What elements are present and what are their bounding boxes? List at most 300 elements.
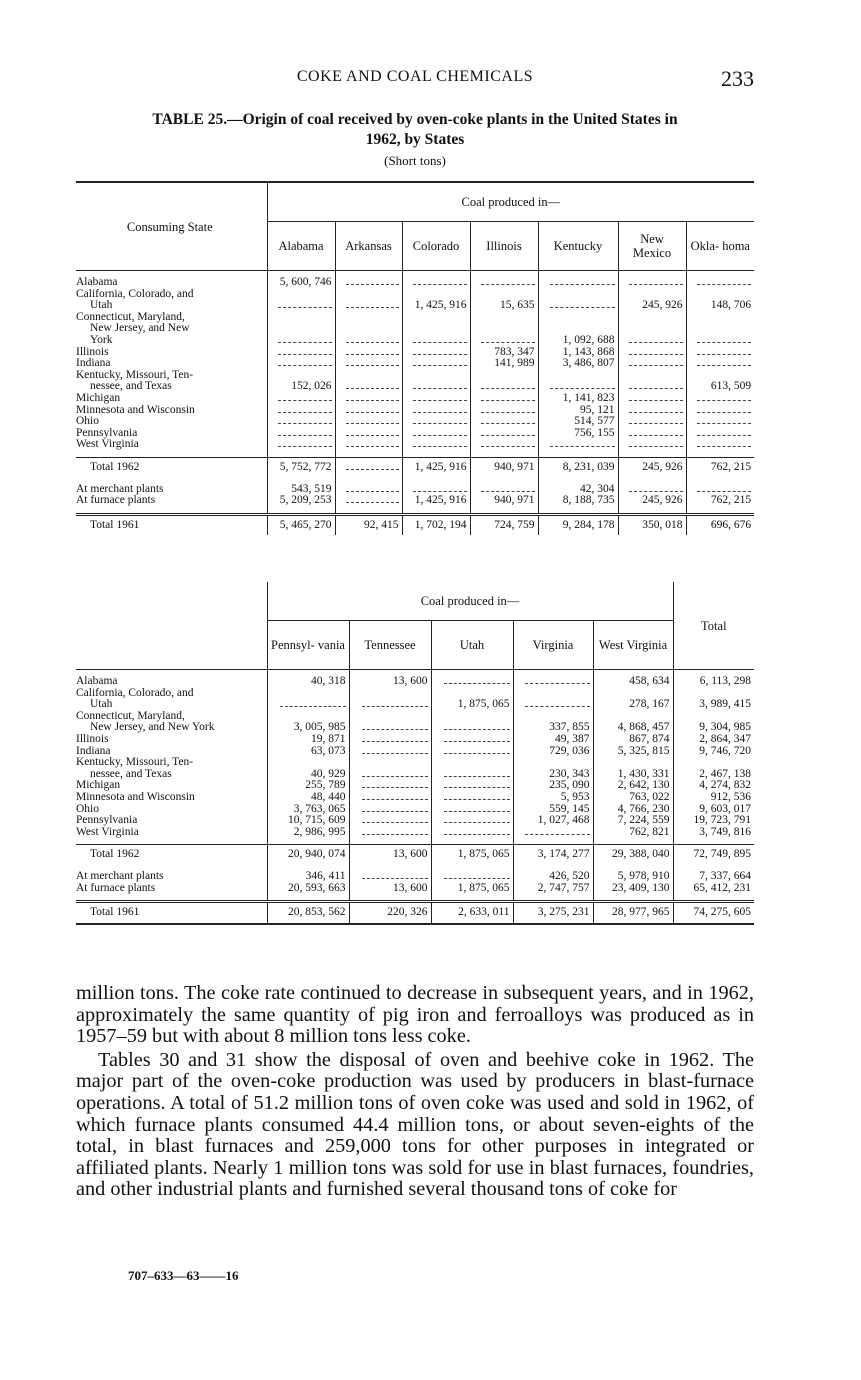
value-cell: 15, 635 <box>470 300 538 312</box>
value-cell <box>349 769 431 781</box>
page-header <box>76 66 754 90</box>
running-title: COKE AND COAL CHEMICALS <box>296 68 534 85</box>
value-cell: 1, 143, 868 <box>538 347 618 359</box>
value-cell <box>402 428 470 440</box>
row-label: Alabama <box>76 277 267 289</box>
table-row <box>76 757 754 769</box>
value-cell <box>267 416 335 428</box>
value-cell: 724, 759 <box>470 514 538 535</box>
row-label: Illinois <box>76 347 267 359</box>
value-cell: 19, 723, 791 <box>693 814 752 827</box>
dash-leader <box>550 439 614 447</box>
empty-cell <box>267 757 349 769</box>
value-cell: 220, 326 <box>349 902 431 924</box>
row-label: California, Colorado, and <box>76 688 267 700</box>
value-cell: 912, 536 <box>710 790 752 803</box>
value-cell <box>431 871 513 883</box>
empty-cell <box>513 757 593 769</box>
value-cell: 5, 209, 253 <box>267 495 335 507</box>
value-cell: 3, 763, 065 <box>267 804 349 816</box>
dash-leader <box>629 277 683 285</box>
value-cell: 1, 875, 065 <box>431 883 513 895</box>
empty-cell <box>349 757 431 769</box>
dash-leader <box>346 495 399 503</box>
dash-leader <box>278 393 332 401</box>
value-cell: 1, 875, 065 <box>431 845 513 865</box>
value-cell: 9, 304, 985 <box>699 721 752 734</box>
dash-leader <box>362 769 428 777</box>
value-cell: 278, 167 <box>593 699 673 711</box>
dash-leader <box>697 428 751 436</box>
dash-leader <box>629 439 683 447</box>
value-cell: 28, 977, 965 <box>593 902 673 924</box>
furnace-row <box>76 883 754 895</box>
value-cell: 255, 789 <box>267 780 349 792</box>
value-cell <box>431 804 513 816</box>
dash-leader <box>697 347 751 355</box>
stub-header <box>76 582 267 670</box>
dash-leader <box>413 405 467 413</box>
dash-leader <box>362 871 428 879</box>
dash-leader <box>362 780 428 788</box>
value-cell: 3, 005, 985 <box>267 722 349 734</box>
row-label: At furnace plants <box>76 495 267 507</box>
row-label: Alabama <box>76 676 267 688</box>
table-row <box>76 335 754 347</box>
body-text <box>76 983 754 1201</box>
dash-leader <box>525 676 589 684</box>
row-label: Total 1962 <box>76 457 267 477</box>
value-cell <box>618 381 686 393</box>
value-cell: 4, 868, 457 <box>593 722 673 734</box>
table-row <box>76 815 754 827</box>
value-cell <box>402 393 470 405</box>
value-cell: 63, 073 <box>267 746 349 758</box>
value-cell: 10, 715, 609 <box>267 815 349 827</box>
value-cell <box>402 335 470 347</box>
value-cell: 2, 986, 995 <box>267 827 349 839</box>
column-header: Pennsyl- vania <box>267 621 349 670</box>
value-cell <box>402 277 470 289</box>
value-cell: 696, 676 <box>686 514 754 535</box>
value-cell <box>349 734 431 746</box>
value-cell <box>470 381 538 393</box>
empty-cell <box>593 757 673 769</box>
value-cell: 72, 749, 895 <box>673 845 754 865</box>
dash-leader <box>629 428 683 436</box>
dash-leader <box>362 815 428 823</box>
value-cell <box>349 871 431 883</box>
value-cell <box>349 804 431 816</box>
value-cell <box>431 746 513 758</box>
value-cell: 9, 603, 017 <box>699 802 752 815</box>
dash-leader <box>444 769 510 777</box>
value-cell <box>402 347 470 359</box>
value-cell <box>538 300 618 312</box>
dash-leader <box>444 827 510 835</box>
furnace-row <box>76 495 754 507</box>
row-label: Minnesota and Wisconsin <box>76 405 267 417</box>
dash-leader <box>413 416 467 424</box>
value-cell: 48, 440 <box>267 792 349 804</box>
empty-cell <box>673 757 754 769</box>
empty-cell <box>335 312 402 324</box>
value-cell <box>335 484 402 496</box>
value-cell <box>686 277 754 289</box>
dash-leader <box>280 699 346 707</box>
dash-leader <box>697 416 751 424</box>
value-cell: 514, 577 <box>538 416 618 428</box>
value-cell <box>470 428 538 440</box>
dash-leader <box>362 827 428 835</box>
dash-leader <box>346 439 399 447</box>
value-cell <box>335 416 402 428</box>
empty-cell <box>513 688 593 700</box>
dash-leader <box>550 300 614 308</box>
row-label: Utah <box>76 300 267 312</box>
table-row <box>76 734 754 746</box>
paragraph-2: Tables 30 and 31 show the disposal of oven and beehive coke in 1962. The major part of the oven-coke production was used by producers in blast-furnace operations. A total of 51.2 million tons of oven coke was used and sold in 1962, of which furnace plants consumed 44.4 million tons, or about seven-eights of the total, in blast furnaces and 259,000 tons for other purposes in integrated or affiliated plants. Nearly 1 million tons was sold for use in blast furnaces, foundries, and other industrial plants and furnished several thousand tons of coke for <box>76 1048 754 1201</box>
value-cell: 20, 853, 562 <box>267 902 349 924</box>
dash-leader <box>697 358 751 366</box>
empty-cell <box>402 312 470 324</box>
value-cell <box>349 699 431 711</box>
value-cell <box>538 439 618 451</box>
value-cell: 92, 415 <box>335 514 402 535</box>
value-cell: 1, 027, 468 <box>513 815 593 827</box>
table-row <box>76 676 754 688</box>
row-label: Minnesota and Wisconsin <box>76 792 267 804</box>
value-cell: 762, 215 <box>686 457 754 477</box>
value-cell <box>618 277 686 289</box>
dash-leader <box>362 804 428 812</box>
table-row <box>76 416 754 428</box>
value-cell <box>618 347 686 359</box>
merchant-row <box>76 871 754 883</box>
column-header: Virginia <box>513 621 593 670</box>
value-cell <box>513 699 593 711</box>
row-label: Illinois <box>76 734 267 746</box>
value-cell: 5, 600, 746 <box>267 277 335 289</box>
value-cell: 245, 926 <box>618 300 686 312</box>
table-units: (Short tons) <box>384 153 446 168</box>
value-cell: 559, 145 <box>513 804 593 816</box>
value-cell <box>335 393 402 405</box>
row-label: nessee, and Texas <box>76 381 267 393</box>
value-cell: 40, 318 <box>267 676 349 688</box>
dash-leader <box>481 439 535 447</box>
value-cell: 867, 874 <box>593 734 673 746</box>
row-label: New Jersey, and New <box>76 323 267 335</box>
dash-leader <box>444 815 510 823</box>
row-label: Ohio <box>76 804 267 816</box>
value-cell: 152, 026 <box>267 381 335 393</box>
value-cell <box>431 815 513 827</box>
value-cell: 5, 953 <box>513 792 593 804</box>
dash-leader <box>697 439 751 447</box>
value-cell: 23, 409, 130 <box>593 883 673 895</box>
value-cell: 1, 702, 194 <box>402 514 470 535</box>
value-cell: 5, 978, 910 <box>593 871 673 883</box>
value-cell <box>335 381 402 393</box>
value-cell: 2, 747, 757 <box>513 883 593 895</box>
dash-leader <box>362 699 428 707</box>
coal-origin-table-lower <box>76 582 754 925</box>
value-cell <box>686 439 754 451</box>
empty-cell <box>267 312 335 324</box>
value-cell: 756, 155 <box>538 428 618 440</box>
value-cell <box>513 676 593 688</box>
table-row <box>76 347 754 359</box>
value-cell: 426, 520 <box>513 871 593 883</box>
dash-leader <box>346 277 399 285</box>
row-label: At merchant plants <box>76 484 267 496</box>
empty-cell <box>470 370 538 382</box>
table-row <box>76 312 754 324</box>
value-cell <box>431 769 513 781</box>
dash-leader <box>697 335 751 343</box>
row-label: Michigan <box>76 393 267 405</box>
dash-leader <box>444 676 510 684</box>
spanner-header: Coal produced in— <box>267 182 754 222</box>
column-header: New Mexico <box>618 222 686 271</box>
dash-leader <box>278 428 332 436</box>
value-cell: 762, 215 <box>710 494 752 507</box>
dash-leader <box>481 277 535 285</box>
empty-cell <box>402 370 470 382</box>
table-row <box>76 405 754 417</box>
value-cell <box>267 439 335 451</box>
value-cell: 783, 347 <box>470 347 538 359</box>
empty-cell <box>618 370 686 382</box>
total1961-row <box>76 514 754 535</box>
dash-leader <box>629 335 683 343</box>
value-cell <box>686 405 754 417</box>
value-cell: 7, 337, 664 <box>699 869 752 882</box>
dash-leader <box>413 393 467 401</box>
row-label: Connecticut, Maryland, <box>76 312 267 324</box>
dash-leader <box>346 335 399 343</box>
value-cell: 42, 304 <box>538 484 618 496</box>
print-code: 707–633—63——16 <box>128 1268 239 1283</box>
value-cell: 245, 926 <box>618 495 686 507</box>
value-cell <box>686 358 754 370</box>
value-cell: 3, 486, 807 <box>538 358 618 370</box>
row-label: West Virginia <box>76 827 267 839</box>
dash-leader <box>278 335 332 343</box>
value-cell <box>402 416 470 428</box>
dash-leader <box>362 792 428 800</box>
empty-cell <box>335 370 402 382</box>
dash-leader <box>550 277 614 285</box>
value-cell: 337, 855 <box>513 722 593 734</box>
row-label: Kentucky, Missouri, Ten- <box>76 757 267 769</box>
value-cell <box>686 428 754 440</box>
empty-cell <box>267 688 349 700</box>
dash-leader <box>346 358 399 366</box>
value-cell <box>267 428 335 440</box>
value-cell: 5, 465, 270 <box>267 514 335 535</box>
value-cell <box>431 792 513 804</box>
value-cell <box>470 335 538 347</box>
total1961-row <box>76 902 754 924</box>
value-cell: 3, 174, 277 <box>513 845 593 865</box>
value-cell: 1, 425, 916 <box>402 457 470 477</box>
caption-line-1: TABLE 25.—Origin of coal received by oven-coke plants in the United States in <box>152 111 678 128</box>
value-cell <box>267 699 349 711</box>
dash-leader <box>413 439 467 447</box>
dash-leader <box>346 300 399 308</box>
empty-cell <box>267 323 335 335</box>
value-cell <box>335 277 402 289</box>
value-cell <box>402 439 470 451</box>
dash-leader <box>481 381 535 389</box>
dash-leader <box>413 358 467 366</box>
value-cell <box>335 358 402 370</box>
dash-leader <box>629 358 683 366</box>
dash-leader <box>481 416 535 424</box>
row-label: Indiana <box>76 358 267 370</box>
value-cell: 13, 600 <box>349 883 431 895</box>
total-column-header: Total <box>673 582 754 670</box>
dash-leader <box>697 277 751 285</box>
value-cell <box>402 405 470 417</box>
row-label: Connecticut, Maryland, <box>76 711 267 723</box>
value-cell <box>538 277 618 289</box>
column-header: Arkansas <box>335 222 402 271</box>
value-cell: 346, 411 <box>267 871 349 883</box>
value-cell: 458, 634 <box>593 676 673 688</box>
value-cell: 40, 929 <box>267 769 349 781</box>
dash-leader <box>346 428 399 436</box>
value-cell: 9, 746, 720 <box>699 744 752 757</box>
dash-leader <box>629 381 683 389</box>
empty-cell <box>402 323 470 335</box>
row-label: nessee, and Texas <box>76 769 267 781</box>
value-cell <box>267 335 335 347</box>
page-number: 233 <box>721 66 754 91</box>
value-cell: 2, 864, 347 <box>699 732 752 745</box>
empty-cell <box>538 312 618 324</box>
dash-leader <box>481 393 535 401</box>
value-cell <box>335 405 402 417</box>
value-cell: 6, 113, 298 <box>699 675 752 687</box>
table-row <box>76 300 754 312</box>
caption-line-2: 1962, by States <box>365 131 465 148</box>
value-cell <box>470 393 538 405</box>
value-cell: 5, 325, 815 <box>593 746 673 758</box>
dash-leader <box>346 393 399 401</box>
table-row <box>76 439 754 451</box>
table-caption <box>76 110 754 150</box>
value-cell: 1, 425, 916 <box>402 300 470 312</box>
empty-cell <box>618 323 686 335</box>
dash-leader <box>629 416 683 424</box>
value-cell: 49, 387 <box>513 734 593 746</box>
empty-cell <box>538 370 618 382</box>
value-cell <box>349 792 431 804</box>
empty-cell <box>349 711 431 723</box>
value-cell <box>618 358 686 370</box>
value-cell: 141, 989 <box>470 358 538 370</box>
row-label: California, Colorado, and <box>76 289 267 301</box>
table-row <box>76 827 754 839</box>
row-label: Utah <box>76 699 267 711</box>
value-cell <box>686 416 754 428</box>
column-header: Alabama <box>267 222 335 271</box>
value-cell: 13, 600 <box>349 845 431 865</box>
row-label: Pennsylvania <box>76 428 267 440</box>
dash-leader <box>481 405 535 413</box>
value-cell <box>335 347 402 359</box>
value-cell: 940, 971 <box>470 495 538 507</box>
value-cell: 95, 121 <box>538 405 618 417</box>
column-header: Okla- homa <box>686 222 754 271</box>
value-cell: 3, 275, 231 <box>513 902 593 924</box>
value-cell <box>267 393 335 405</box>
value-cell <box>470 405 538 417</box>
dash-leader <box>346 462 399 470</box>
dash-leader <box>444 746 510 754</box>
dash-leader <box>444 871 510 879</box>
table-row <box>76 358 754 370</box>
value-cell <box>267 347 335 359</box>
value-cell: 1, 875, 065 <box>431 699 513 711</box>
dash-leader <box>278 300 332 308</box>
column-header: Tennessee <box>349 621 431 670</box>
dash-leader <box>444 792 510 800</box>
empty-cell <box>538 289 618 301</box>
value-cell: 2, 642, 130 <box>593 780 673 792</box>
value-cell <box>686 335 754 347</box>
dash-leader <box>413 347 467 355</box>
dash-leader <box>481 484 535 492</box>
empty-cell <box>470 312 538 324</box>
row-label: York <box>76 335 267 347</box>
value-cell: 2, 633, 011 <box>431 902 513 924</box>
value-cell <box>431 722 513 734</box>
value-cell: 9, 284, 178 <box>538 514 618 535</box>
value-cell <box>335 439 402 451</box>
dash-leader <box>444 734 510 742</box>
row-label: Pennsylvania <box>76 815 267 827</box>
dash-leader <box>444 780 510 788</box>
value-cell <box>349 722 431 734</box>
value-cell <box>335 457 402 477</box>
header-row <box>76 582 754 621</box>
value-cell: 148, 706 <box>710 299 752 312</box>
table-row <box>76 428 754 440</box>
value-cell: 20, 940, 074 <box>267 845 349 865</box>
value-cell: 65, 412, 231 <box>693 881 752 894</box>
dash-leader <box>346 416 399 424</box>
dash-leader <box>481 428 535 436</box>
value-cell: 1, 425, 916 <box>402 495 470 507</box>
spacer-row <box>76 894 754 902</box>
table-row <box>76 323 754 335</box>
value-cell <box>335 428 402 440</box>
dash-leader <box>346 484 399 492</box>
value-cell <box>686 393 754 405</box>
empty-cell <box>335 289 402 301</box>
value-cell <box>618 416 686 428</box>
row-label: Kentucky, Missouri, Ten- <box>76 370 267 382</box>
row-label: Michigan <box>76 780 267 792</box>
table-row <box>76 792 754 804</box>
paragraph-1: million tons. The coke rate continued to decrease in subsequent years, and in 1962, approximately the same quantity of pig iron and ferroalloys was produced as in 1957–59 but with about 8 million tons less coke. <box>76 982 754 1048</box>
dash-leader <box>525 827 589 835</box>
value-cell: 729, 036 <box>513 746 593 758</box>
